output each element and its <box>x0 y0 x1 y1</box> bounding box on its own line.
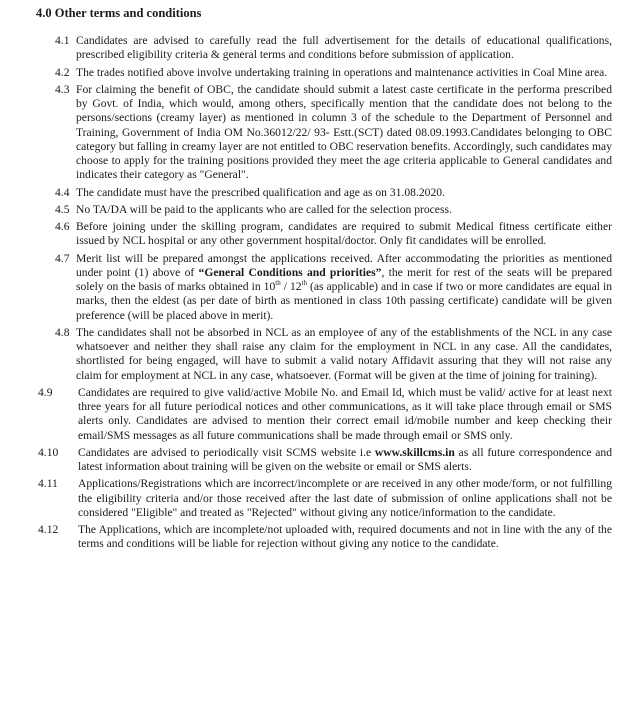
clause-text: No TA/DA will be paid to the applicants who are called for the selection process. <box>76 202 452 216</box>
clause-number: 4.12 <box>38 523 59 536</box>
clause-text: The trades notified above involve undertaking training in operations and maintenance activities in Coal Mine area. <box>76 65 608 79</box>
clause-4-5 <box>0 203 626 217</box>
clause-text: Before joining under the skilling program, candidates are required to submit Medical fitness certificate either issued by NCL hospital or any other government hospital/doctor. Only fit candidates will be enrolled. <box>76 220 612 248</box>
ordinal-superscript: th <box>275 279 281 288</box>
clause-4-1 <box>0 34 626 63</box>
clause-text-part: as all future correspondence and latest information about training will be given on the website or email or SMS alerts. <box>78 445 613 473</box>
section-heading: 4.0 Other terms and conditions <box>36 6 202 20</box>
clause-text: The Applications, which are incomplete/not uploaded with, required documents and not in line with the any of the terms and conditions will be liable for rejection without giving any notice to the candidate. <box>78 523 612 551</box>
clause-4-6 <box>0 220 626 249</box>
clause-text: The candidate must have the prescribed qualification and age as on 31.08.2020. <box>76 185 445 199</box>
clause-text <box>76 252 612 323</box>
clause-number: 4.3 <box>55 82 70 96</box>
clause-number: 4.6 <box>55 220 70 233</box>
clause-4-8 <box>0 326 626 383</box>
clause-number: 4.10 <box>38 445 59 459</box>
clause-number: 4.7 <box>55 251 70 265</box>
clause-text-part: , the merit for rest of the seats will be prepared solely on the basis of marks obtained in 10 <box>76 265 612 293</box>
clause-number: 4.5 <box>55 202 70 216</box>
clause-4-2 <box>0 66 626 80</box>
clause-number: 4.11 <box>38 477 58 491</box>
clause-text: Applications/Registrations which are incorrect/incomplete or are received in any other mode/form, or not fulfilling the eligibility criteria and/or those received after the last date of submission of online applications shall not be considered "Eligible" and treated as "Rejected" without giving any notice/information to the candidate. <box>78 477 612 519</box>
clause-4-7 <box>0 252 626 323</box>
clause-emphasis: “General Conditions and priorities” <box>198 265 382 279</box>
clause-4-9 <box>0 386 626 443</box>
clause-4-3 <box>0 83 626 183</box>
clause-text: Candidates are required to give valid/active Mobile No. and Email Id, which must be valid/ active for at least next three years for all future periodical notices and other communications, as it will take place through email or SMS alerts only. Candidates are advised to mention their correct email id/mobile number and keep checking their email/SMS messages as all future communications shall be made through email or SMS only. <box>78 385 612 442</box>
clause-4-11 <box>0 477 626 520</box>
clause-4-12 <box>0 523 626 552</box>
clause-4-4 <box>0 186 626 200</box>
clause-number: 4.9 <box>38 385 53 399</box>
clause-text-part: (as applicable) and in case if two or more candidates are equal in marks, then the eldest (as per date of birth as mentioned in class 10th passing certificate) candidate will be given preference (will be placed above in merit). <box>76 280 612 322</box>
terms-list <box>0 34 626 555</box>
website-link[interactable]: www.skillcms.in <box>374 445 455 459</box>
clause-text: The candidates shall not be absorbed in NCL as an employee of any of the establishments of the NCL in any case whatsoever and neither they shall raise any claim for the employment in NCL in any case. All the candidates, shortlisted for being engaged, will have to submit a valid notary Affidavit assuring that they will not raise any claim for employment at NCL in any case, whatsoever. (Format will be given at the time of joining for training). <box>76 325 612 382</box>
clause-number: 4.8 <box>55 325 70 339</box>
clause-text: For claiming the benefit of OBC, the candidate should submit a latest caste certificate in the performa prescribed by Govt. of India, which would, among others, specifically mention that the candidate does not belong to the persons/sections (creamy layer) as mentioned in column 3 of the schedule to the Department of Personnel and Training, Government of India OM No.36012/22/ 93- Estt.(SCT) dated 08.09.1993.Candidates belonging to OBC category but falling in creamy layer are not entitled to OBC reservation benefits. Accordingly, such candidates may choose to apply for the training positions provided they meet the age criteria applicable to General candidates and indicates their category as "General". <box>76 82 612 182</box>
clause-number: 4.2 <box>55 65 70 79</box>
clause-text-part: Candidates are advised to periodically visit SCMS website i.e <box>78 445 375 459</box>
ordinal-superscript: th <box>301 279 307 288</box>
clause-text-part: Merit list will be prepared amongst the applications received. After accommodating the priorities as mentioned under point (1) above of <box>76 251 612 279</box>
clause-number: 4.1 <box>55 34 70 47</box>
clause-text: Candidates are advised to carefully read the full advertisement for the details of educational qualifications, prescribed eligibility criteria & general terms and conditions before submission of application. <box>76 34 612 62</box>
clause-number: 4.4 <box>55 185 70 199</box>
clause-text <box>78 446 612 475</box>
clause-4-10 <box>0 446 626 475</box>
clause-text-part: / 12 <box>280 280 302 293</box>
